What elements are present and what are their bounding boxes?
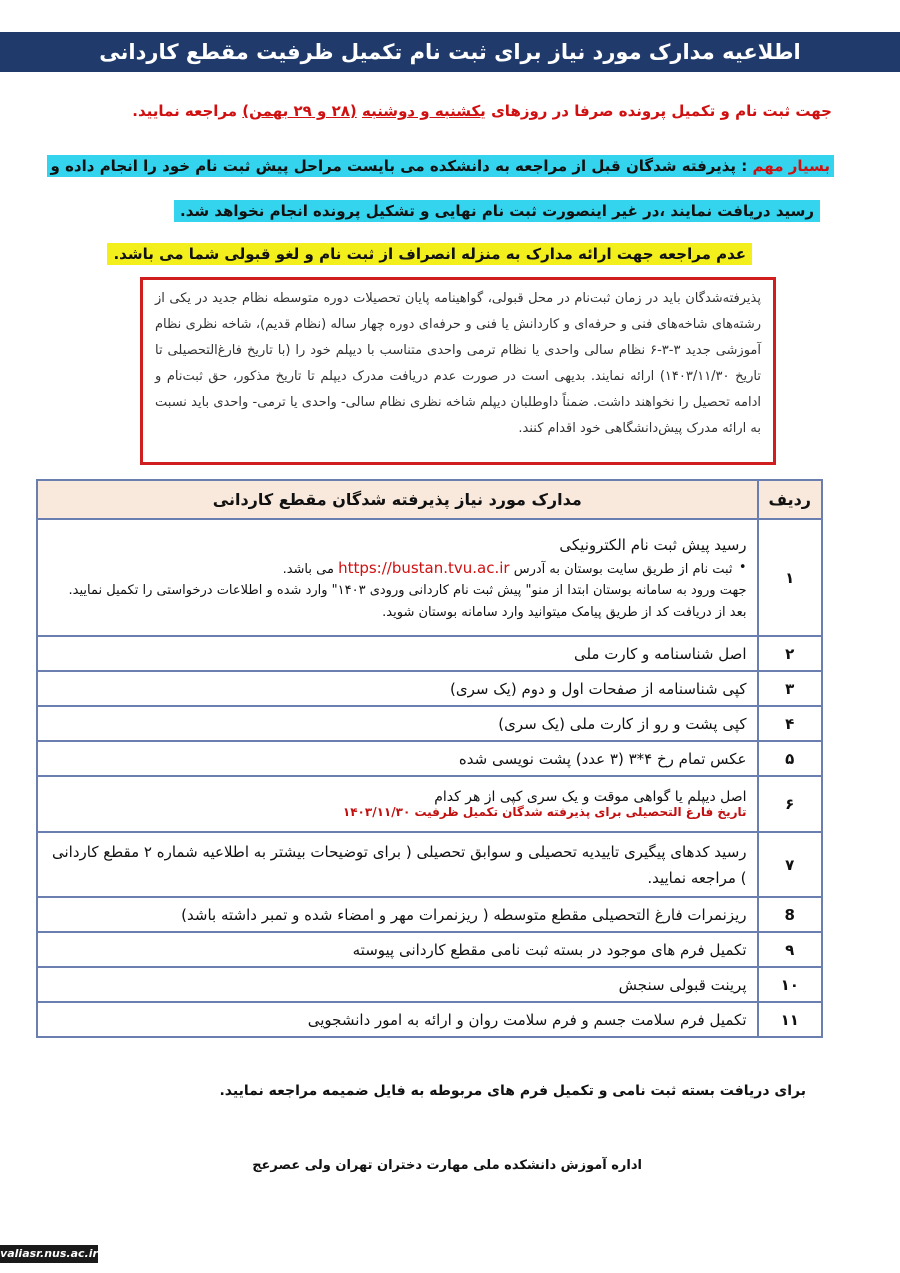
- row-content: [37, 776, 758, 832]
- intro-line-dates-days: یکشنبه و دوشنبه: [361, 102, 486, 120]
- row-num: ۴: [758, 706, 822, 741]
- row-text: تکمیل فرم سلامت جسم و فرم سلامت روان و ارائه به امور دانشجویی: [37, 1002, 758, 1037]
- intro-line-withdrawal: عدم مراجعه جهت ارائه مدارک به منزله انصراف از ثبت نام و لغو قبولی شما می باشد.: [107, 243, 752, 265]
- intro-line-important: [47, 155, 834, 177]
- bullet-text-a: ثبت نام از طریق سایت بوستان به آدرس: [513, 561, 733, 577]
- row-num: ۹: [758, 932, 822, 967]
- table-row: [37, 741, 822, 776]
- col-header-num: ردیف: [758, 480, 822, 519]
- table-row: [37, 1002, 822, 1037]
- row-text: ریزنمرات فارغ التحصیلی مقطع متوسطه ( ریزنمرات مهر و امضاء شده و تمبر داشته باشد): [37, 897, 758, 932]
- row-text: تکمیل فرم های موجود در بسته ثبت نامی مقطع کاردانی پیوسته: [37, 932, 758, 967]
- page-title: اطلاعیه مدارک مورد نیاز برای ثبت نام تکمیل ظرفیت مقطع کاردانی: [0, 32, 900, 72]
- table-row: [37, 671, 822, 706]
- table-row: [37, 932, 822, 967]
- row-num: ۵: [758, 741, 822, 776]
- table-row: [37, 706, 822, 741]
- watermark-badge: valiasr.nus.ac.ir: [0, 1245, 98, 1263]
- row-text: اصل دیپلم یا گواهی موقت و یک سری کپی از هر کدام: [434, 789, 747, 805]
- row-description: جهت ورود به سامانه بوستان ابتدا از منو" پیش ثبت نام کاردانی ورودی ۱۴۰۳" وارد شده و اطلاعات درخواستی را تکمیل نمایید. بعد از دریافت کد از طریق پیامک میتوانید وارد سامانه بوستان شوید.: [68, 582, 747, 620]
- important-text: : پذیرفته شدگان قبل از مراجعه به دانشکده می بایست مراحل پیش ثبت نام خود را انجام داده و: [50, 157, 748, 175]
- table-row: [37, 636, 822, 671]
- row-content: [37, 519, 758, 636]
- table-row: [37, 776, 822, 832]
- intro-line-dates-end: مراجعه نمایید.: [132, 102, 238, 120]
- row-num: ۱: [758, 519, 822, 636]
- notice-box: [140, 277, 776, 465]
- row-num: ۷: [758, 832, 822, 897]
- row-text: عکس تمام رخ ۴*۳ (۳ عدد) پشت نویسی شده: [37, 741, 758, 776]
- row-note: تاریخ فارغ التحصیلی برای پذیرفته شدگان تکمیل ظرفیت ۱۴۰۳/۱۱/۳۰: [342, 805, 747, 819]
- table-header-row: [37, 480, 822, 519]
- table-row: [37, 519, 822, 636]
- row-num: ۳: [758, 671, 822, 706]
- row-num: 8: [758, 897, 822, 932]
- table-row: [37, 897, 822, 932]
- bullet-text-b: می باشد.: [282, 561, 334, 577]
- intro-line-dates-range: (۲۸ و ۲۹ بهمن): [242, 102, 357, 120]
- notice-text: پذیرفته‌شدگان باید در زمان ثبت‌نام در محل قبولی، گواهینامه پایان تحصیلات دوره متوسطه نظام جدید در یکی از رشته‌های شاخه‌های فنی و حرفه‌ای و کاردانش یا فنی و حرفه‌ای دوره چهار ساله (نظام قدیم)، شاخه نظری نظام آموزشی جدید ۳-۳-۶ نظام سالی واحدی یا نظام ترمی واحدی متناسب با دیپلم خود را (با تاریخ فارغ‌التحصیلی تا تاریخ ۱۴۰۳/۱۱/۳۰) ارائه نمایند. بدیهی است در صورت عدم دریافت مدرک دیپلم تا تاریخ مذکور، حق ثبت‌نام و ادامه تحصیل را نخواهند داشت. ضمناً داوطلبان دیپلم شاخه نظری نظام سالی- واحدی یا ترمی- واحدی باید نسبت به ارائه مدرک پیش‌دانشگاهی خود اقدام کنند.: [155, 291, 762, 436]
- row-text: رسید کدهای پیگیری تاییدیه تحصیلی و سوابق تحصیلی ( برای توضیحات بیشتر به اطلاعیه شماره ۲ مقطع کاردانی ) مراجعه نمایید.: [37, 832, 758, 897]
- row-text: کپی شناسنامه از صفحات اول و دوم (یک سری): [37, 671, 758, 706]
- attachment-note: برای دریافت بسته ثبت نامی و تکمیل فرم های مربوطه به فایل ضمیمه مراجعه نمایید.: [219, 1083, 806, 1099]
- signature: اداره آموزش دانشکده ملی مهارت دختران تهران ولی عصرعج: [252, 1158, 642, 1173]
- row-text: اصل شناسنامه و کارت ملی: [37, 636, 758, 671]
- bullet-item: [48, 558, 747, 580]
- bustan-link[interactable]: https://bustan.tvu.ac.ir: [338, 558, 510, 577]
- intro-line-dates-a: جهت ثبت نام و تکمیل پرونده صرفا در روزهای: [491, 102, 832, 120]
- row-num: ۶: [758, 776, 822, 832]
- row-text: پرینت قبولی سنجش: [37, 967, 758, 1002]
- col-header-title: مدارک مورد نیاز پذیرفته شدگان مقطع کاردانی: [37, 480, 758, 519]
- documents-table: [36, 479, 823, 1038]
- row-title: رسید پیش ثبت نام الکترونیکی: [559, 535, 747, 554]
- row-text: کپی پشت و رو از کارت ملی (یک سری): [37, 706, 758, 741]
- row-num: ۱۰: [758, 967, 822, 1002]
- row-num: ۱۱: [758, 1002, 822, 1037]
- intro-line-receipt: رسید دریافت نمایند ،در غیر اینصورت ثبت نام نهایی و تشکیل پرونده انجام نخواهد شد.: [174, 200, 820, 222]
- row-num: ۲: [758, 636, 822, 671]
- table-row: [37, 832, 822, 897]
- intro-line-dates: [132, 102, 832, 120]
- important-label: بسیار مهم: [752, 157, 830, 175]
- table-row: [37, 967, 822, 1002]
